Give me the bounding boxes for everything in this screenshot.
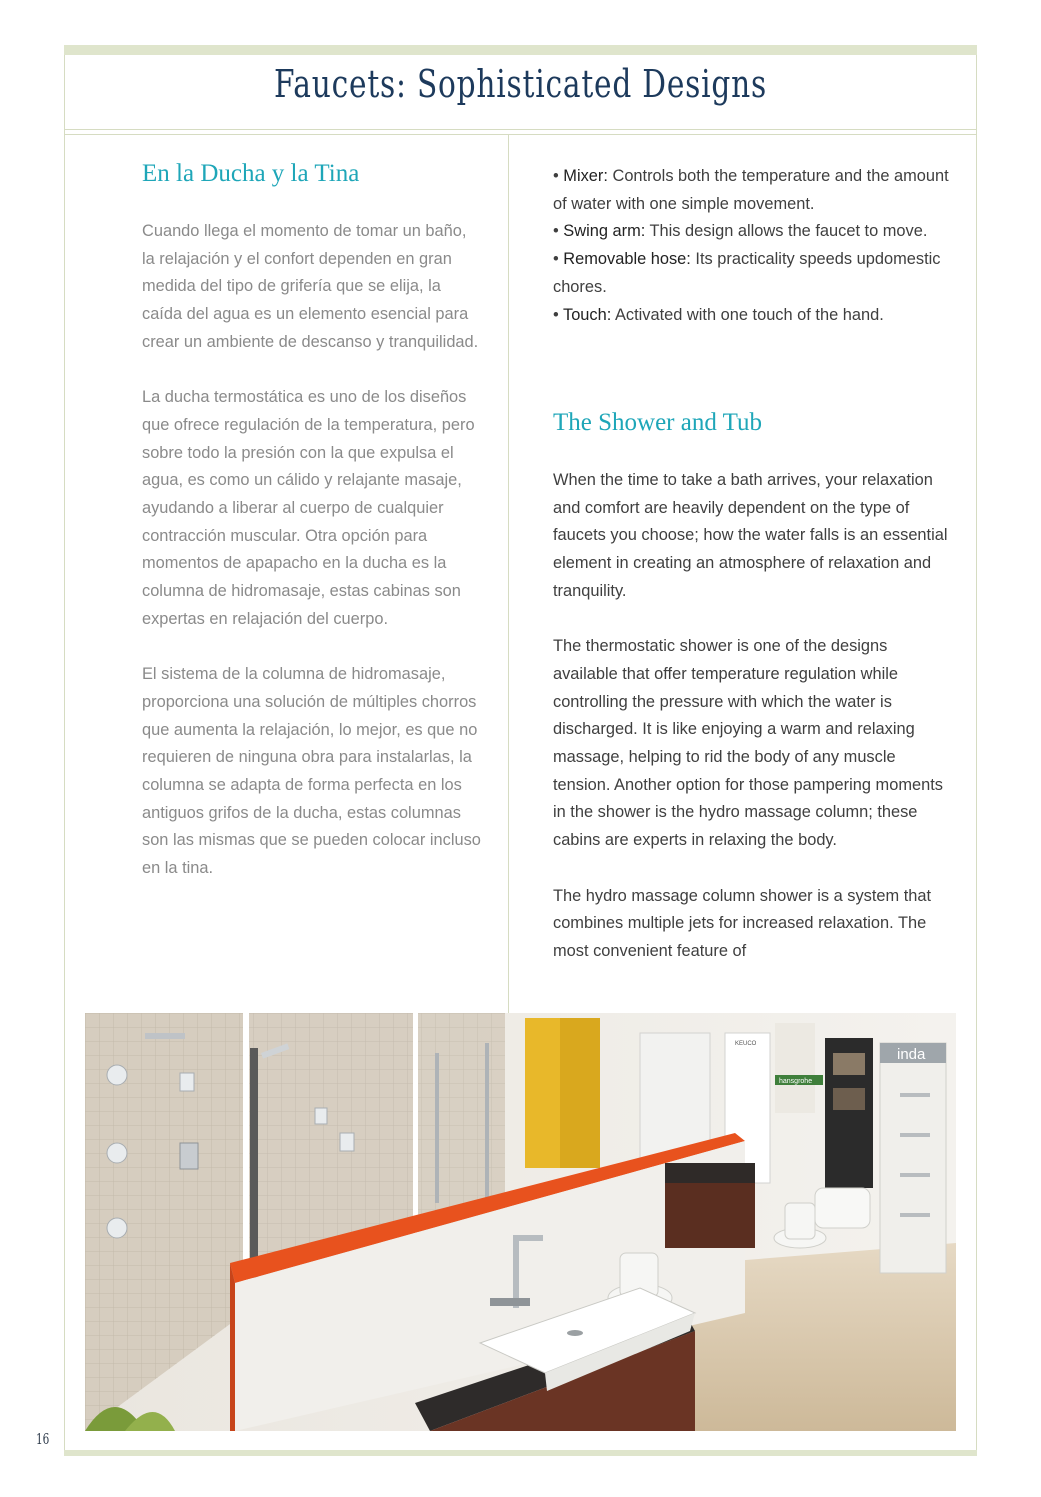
bottom-decorative-band [64,1450,977,1456]
sign-text: KEUCO [735,1041,757,1047]
section-heading-spanish: En la Ducha y la Tina [142,160,360,187]
paragraph: The hydro massage column shower is a system that combines multiple jets for increased relaxation. The most convenient feature of [553,886,932,960]
page-number: 16 [36,1430,50,1448]
sign-text: hansgrohe [779,1078,813,1085]
feature-bullet-list [553,163,953,329]
page-title: Faucets: Sophisticated Designs [273,62,768,106]
bullet-term: Removable hose: [563,250,691,269]
bullet-item: • Touch: Activated with one touch of the hand. [553,305,884,324]
paragraph: The thermostatic shower is one of the designs available that offer temperature regulation while controlling the pressure with which the water is discharged. It is like enjoying a warm and relaxing massage, helping to rid the body of any muscle tension. Another option for those pampering moments in the shower is the hydro massage column; these cabins are experts in relaxing the body. [553,637,943,850]
bullet-text: Activated with one touch of the hand. [611,305,884,324]
bullet-text: Its practicality speeds updomestic chores. [553,250,941,296]
paragraph: La ducha termostática es uno de los diseños que ofrece regulación de la temperatura, pero sobre todo la presión con la que expulsa el agua, es como un cálido y relajante masaje, ayudando a liberar al cuerpo de cualquier contracción muscular. Otra opción para momentos de apapacho en la ducha es la columna de hidromasaje, estas cabinas son expertas en relajación del cuerpo. [142,388,475,628]
bullet-term: Mixer: [563,167,608,185]
bullet-text: Controls both the temperature and the amount of water with one simple movement. [553,167,949,213]
paragraph: El sistema de la columna de hidromasaje, proporciona una solución de múltiples chorros que aumenta la relajación, lo mejor, es que no requieren de ninguna obra para instalarlas, la columna se adapta de forma perfecta en los antiguos grifos de la ducha, estas columnas son las mismas que se pueden colocar incluso en la tina. [142,665,481,878]
brand-sign-text: inda [897,1046,926,1063]
top-decorative-band [64,45,977,55]
bullet-text: This design allows the faucet to move. [645,222,928,241]
frame-left-rule [64,55,65,1453]
paragraph: Cuando llega el momento de tomar un baño, la relajación y el confort dependen en gran medida del tipo de grifería que se elija, la caída del agua es un elemento esencial para crear un ambiente de descanso y tranquilidad. [142,222,479,351]
frame-right-rule [976,55,977,1453]
title-rule-upper [64,129,977,130]
bullet-term: Swing arm: [563,222,646,241]
paragraph: When the time to take a bath arrives, your relaxation and comfort are heavily dependent on the type of faucets you choose; how the water falls is an essential element in creating an atmosphere of relaxation and tranquility. [553,471,948,600]
bullet-item: • Removable hose: Its practicality speeds updomestic chores. [553,250,941,296]
bullet-item: • Swing arm: This design allows the faucet to move. [553,222,928,241]
left-column-text [142,218,482,911]
section-heading-english: The Shower and Tub [553,409,763,436]
showroom-illustration [85,1013,956,1431]
title-rule-lower [64,134,977,135]
right-column-text [553,467,948,993]
column-divider [508,135,509,1013]
bullet-item: • Mixer: Controls both the temperature and the amount of water with one simple movement. [553,167,949,213]
bullet-term: Touch: [563,305,612,324]
showroom-photo [85,1013,956,1431]
